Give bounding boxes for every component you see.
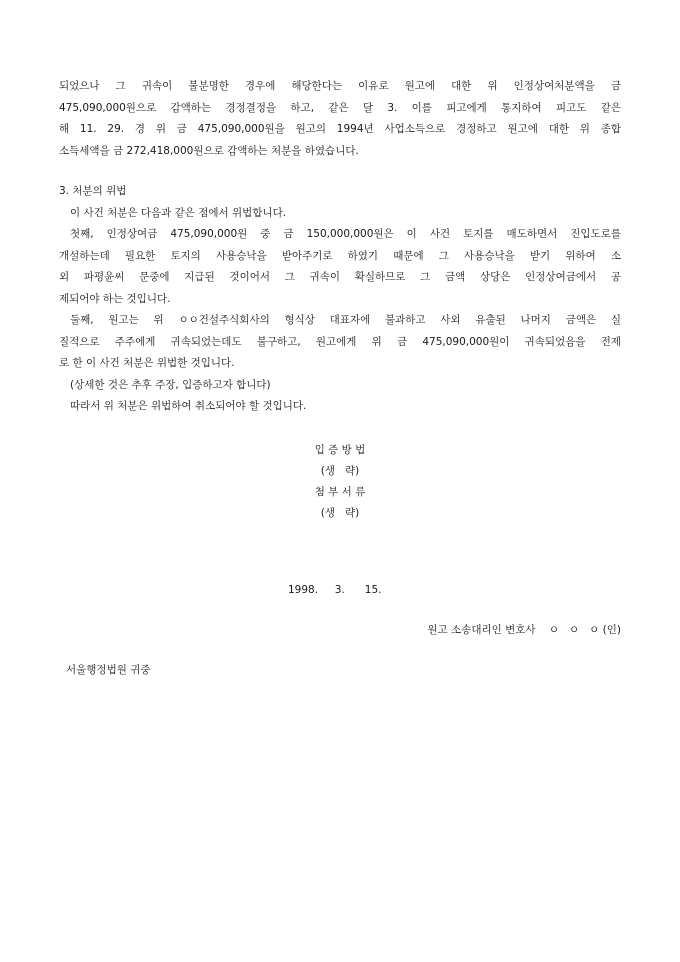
argument-line: 제되어야 하는 것입니다. [59,292,171,305]
evidence-heading: 입 증 방 법 [314,444,366,456]
detail-note: (상세한 것은 추후 주장, 입증하고자 합니다) [70,378,271,391]
attachments-omitted: (생 략) [320,507,360,519]
section-illegality [59,181,621,418]
court-addressee: 서울행정법원 귀중 [66,664,151,676]
argument-line: 첫째, 인정상여금 475,090,000원 중 금 150,000,000원은 이 사건 토지를 매도하면서 진입도로를 [70,228,621,240]
section-intro: 이 사건 처분은 다음과 같은 점에서 위법합니다. [70,206,287,219]
paragraph-line: 되었으나 그 귀속이 불분명한 경우에 해당한다는 이유로 원고에 대한 위 인정상여처분액을 금 [59,80,621,92]
first-argument [59,224,621,310]
attorney-signature: 원고 소송대리인 변호사 ㅇ ㅇ ㅇ (인) [427,624,621,636]
conclusion: 따라서 위 처분은 위법하여 취소되어야 할 것입니다. [70,400,307,412]
evidence-omitted: (생 략) [320,465,360,477]
argument-line: 둘째, 원고는 위 ㅇㅇ건설주식회사의 형식상 대표자에 불과하고 사외 유출된 나머지 금액은 실 [70,314,621,326]
previous-paragraph [59,76,621,162]
section-heading: 3. 처분의 위법 [59,185,127,197]
paragraph-line: 소득세액을 금 272,418,000원으로 감액하는 처분을 하였습니다. [59,144,359,157]
paragraph-line: 해 11. 29. 경 위 금 475,090,000원을 원고의 1994년 사업소득으로 경정하고 원고에 대한 위 종합 [59,123,621,135]
argument-line: 로 한 이 사건 처분은 위법한 것입니다. [59,357,235,369]
paragraph-line: 475,090,000원으로 감액하는 경정결정을 하고, 같은 달 3. 이를 피고에게 통지하여 피고도 같은 [59,101,621,114]
filing-date: 1998. 3. 15. [288,584,382,596]
attachments-heading: 첨 부 서 류 [314,486,366,498]
argument-line: 외 파평윤씨 문중에 지급된 것이어서 그 귀속이 확실하므로 그 금액 상당은 인정상여금에서 공 [59,271,621,283]
argument-line: 질적으로 주주에게 귀속되었는데도 불구하고, 원고에게 위 금 475,090,000원이 귀속되었음을 전제 [59,335,621,348]
argument-line: 개설하는데 필요한 토지의 사용승낙을 받아주기로 하였기 때문에 그 사용승낙을 받기 위하여 소 [59,249,621,262]
second-argument [59,310,621,375]
